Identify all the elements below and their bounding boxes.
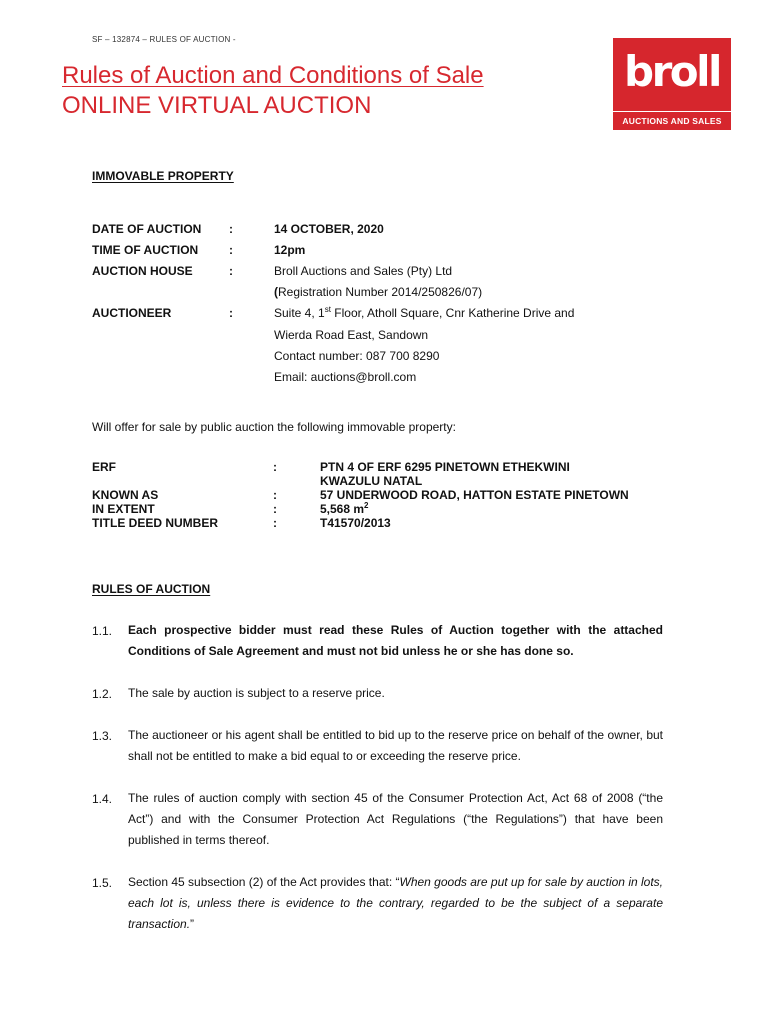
logo-wordmark: broll [624,47,720,96]
rule-text-prefix: Section 45 subsection (2) of the Act provides that: “ [128,875,400,889]
auctioneer-address-line2: Wierda Road East, Sandown [274,328,429,342]
auctioneer-label: AUCTIONEER [92,306,172,320]
rule-text: The auctioneer or his agent shall be entitled to bid up to the reserve price on behalf of the owner, but shall not be entitled to make a bid equal to or exceeding the reserve price. [128,728,663,763]
rule-number: 1.5. [92,876,113,890]
rule-number: 1.3. [92,729,113,743]
rule-number: 1.1. [92,624,113,638]
document-reference: SF – 132874 – RULES OF AUCTION - [92,35,236,44]
erf-value-line2: KWAZULU NATAL [320,474,423,488]
rule-text: Each prospective bidder must read these Rules of Auction together with the attached Conditions of Sale Agreement and must not bid unless he or she has done so. [128,623,663,658]
erf-label: ERF [92,460,116,474]
title-deed-label: TITLE DEED NUMBER [92,516,218,530]
colon: : [273,502,277,516]
extent-superscript: 2 [364,501,369,510]
colon: : [229,222,233,236]
contact-email: Email: auctions@broll.com [274,370,417,384]
rule-text: The sale by auction is subject to a reserve price. [128,686,385,700]
erf-value-line1: PTN 4 OF ERF 6295 PINETOWN ETHEKWINI [320,460,570,474]
date-value: 14 OCTOBER, 2020 [274,222,384,236]
extent-value [320,502,369,516]
broll-logo [613,38,731,130]
contact-number: Contact number: 087 700 8290 [274,349,440,363]
colon: : [273,460,277,474]
known-as-value: 57 UNDERWOOD ROAD, HATTON ESTATE PINETOWN [320,488,629,502]
rule-text-suffix: ” [190,917,195,931]
time-value: 12pm [274,243,306,257]
title-deed-value: T41570/2013 [320,516,391,530]
colon: : [229,243,233,257]
registration-text: Registration Number 2014/250826/07) [278,285,483,299]
intro-text: Will offer for sale by public auction the following immovable property: [92,420,456,434]
rule-text [128,872,663,935]
registration-open-paren: ( [274,285,278,299]
registration-number [274,285,482,299]
colon: : [273,516,277,530]
date-label: DATE OF AUCTION [92,222,202,236]
address-superscript: st [324,305,331,314]
document-title: Rules of Auction and Conditions of Sale [62,62,484,89]
address-part2: Floor, Atholl Square, Cnr Katherine Drive and [330,306,575,320]
colon: : [229,264,233,278]
time-label: TIME OF AUCTION [92,243,199,257]
section-heading-rules-of-auction: RULES OF AUCTION [92,582,211,596]
logo-divider [613,111,731,112]
auctioneer-address-line1 [274,306,574,320]
address-part1: Suite 4, 1 [274,306,325,320]
document-subtitle: ONLINE VIRTUAL AUCTION [62,92,372,119]
rule-number: 1.2. [92,687,113,701]
logo-tagline: AUCTIONS AND SALES [622,116,722,126]
extent-number: 5,568 m [320,502,365,516]
rule-number: 1.4. [92,792,113,806]
colon: : [273,488,277,502]
auction-house-value: Broll Auctions and Sales (Pty) Ltd [274,264,453,278]
rule-text-quote: When goods are put up for sale by auction in lots, each lot is, unless there is evidence to the contrary, regarded to be the subject of a separate transaction. [128,875,663,931]
rule-text: The rules of auction comply with section 45 of the Consumer Protection Act, Act 68 of 2008 (“the Act”) and with the Consumer Protection Act Regulations (“the Regulations”) that have been published in terms thereof. [128,791,663,847]
section-heading-immovable-property: IMMOVABLE PROPERTY [92,169,234,183]
known-as-label: KNOWN AS [92,488,159,502]
auction-house-label: AUCTION HOUSE [92,264,193,278]
extent-label: IN EXTENT [92,502,155,516]
colon: : [229,306,233,320]
